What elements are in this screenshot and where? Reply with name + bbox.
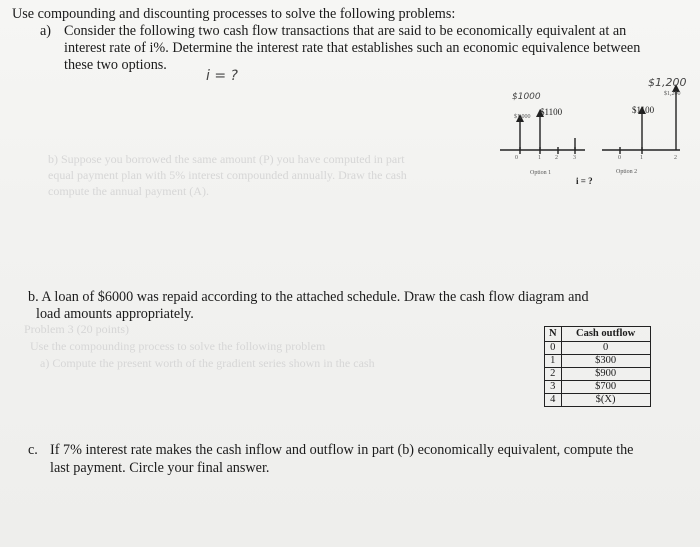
- handwritten-i-question: i = ?: [206, 68, 238, 84]
- cell-n: 0: [545, 342, 562, 355]
- cell-n: 1: [545, 355, 562, 368]
- tick-label: 2: [674, 155, 677, 161]
- bleed-text-4: Problem 3 (20 points): [24, 322, 129, 336]
- table-row: [545, 342, 651, 355]
- header-n: N: [545, 327, 562, 342]
- cell-amount: $900: [561, 368, 650, 381]
- tick-label: 0: [618, 155, 621, 161]
- bleed-text-2: equal payment plan with 5% interest compounded annually. Draw the cash: [48, 168, 407, 182]
- part-a-line-1: Consider the following two cash flow transactions that are said to be economically equivalent at an: [64, 23, 627, 39]
- table-row: [545, 355, 651, 368]
- interest-rate-label: i = ?: [576, 176, 593, 186]
- part-a-line-2: interest rate of i%. Determine the interest rate that establishes such an economic equivalence between: [64, 40, 641, 56]
- bleed-text-6: a) Compute the present worth of the gradient series shown in the cash: [40, 356, 375, 370]
- label-1000-small: $1,000: [514, 114, 531, 120]
- cell-amount: $700: [561, 381, 650, 394]
- cell-n: 4: [545, 394, 562, 407]
- label-1200: $1,200: [648, 76, 687, 89]
- cell-n: 2: [545, 368, 562, 381]
- option1-label: Option 1: [530, 170, 552, 176]
- part-c-label: c.: [28, 442, 38, 458]
- tick-label: 1: [538, 155, 541, 161]
- cell-amount: 0: [561, 342, 650, 355]
- part-a-line-3: these two options.: [64, 57, 167, 73]
- table-row: [545, 394, 651, 407]
- cell-n: 3: [545, 381, 562, 394]
- part-c-line-2: last payment. Circle your final answer.: [50, 460, 270, 476]
- cell-amount: $(X): [561, 394, 650, 407]
- table-row: [545, 368, 651, 381]
- header-cash-outflow: Cash outflow: [561, 327, 650, 342]
- part-c-line-1: If 7% interest rate makes the cash inflow and outflow in part (b) economically equivalent, compute the: [50, 442, 634, 458]
- cash-outflow-table: [544, 326, 651, 407]
- problem-heading: Use compounding and discounting processes to solve the following problems:: [12, 6, 456, 22]
- label-1100-option1: $1100: [540, 107, 563, 117]
- table-row: [545, 381, 651, 394]
- tick-label: 3: [573, 155, 576, 161]
- label-1200-small: $1,200: [664, 91, 681, 97]
- tick-label: 2: [555, 155, 558, 161]
- bleed-text-1: b) Suppose you borrowed the same amount (P) you have computed in part: [48, 152, 405, 166]
- part-a-label: a): [40, 23, 52, 39]
- table-header-row: [545, 327, 651, 342]
- tick-label: 0: [515, 155, 518, 161]
- part-b-line-1: b. A loan of $6000 was repaid according to the attached schedule. Draw the cash flow diagram and: [28, 289, 589, 305]
- bleed-text-3: compute the annual payment (A).: [48, 184, 209, 198]
- part-b-line-2: load amounts appropriately.: [36, 306, 194, 322]
- tick-label: 1: [640, 155, 643, 161]
- bleed-text-5: Use the compounding process to solve the following problem: [30, 339, 326, 353]
- label-1100-option2: $1100: [632, 105, 655, 115]
- label-1000: $1000: [512, 92, 541, 102]
- option2-label: Option 2: [616, 169, 638, 175]
- cell-amount: $300: [561, 355, 650, 368]
